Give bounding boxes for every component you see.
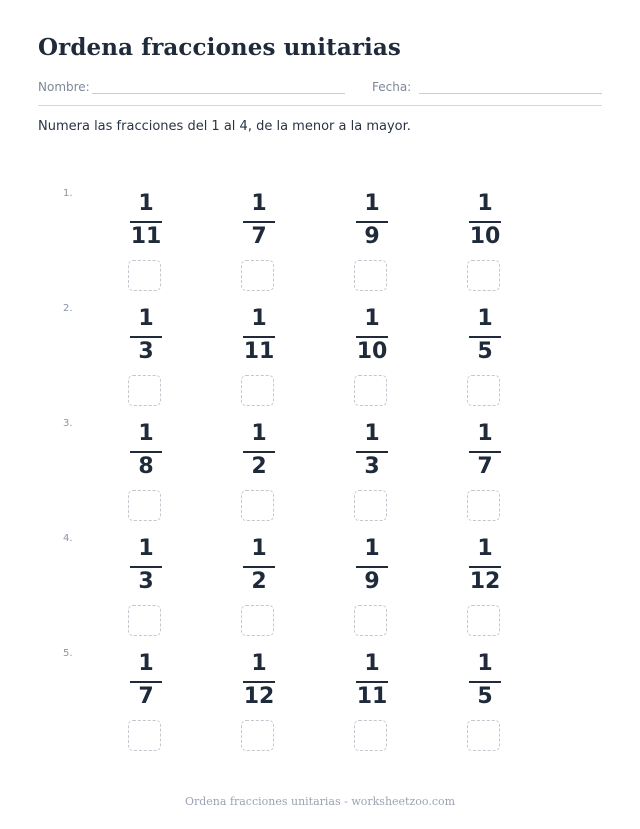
problem-row: [0, 533, 640, 648]
fraction-numerator: 1: [364, 421, 380, 446]
answer-box[interactable]: [467, 260, 500, 291]
problem-number: 2.: [63, 303, 73, 314]
fraction-bar: [469, 221, 501, 223]
answer-box[interactable]: [128, 720, 161, 751]
fraction-bar: [130, 451, 162, 453]
fraction-denominator: 3: [364, 454, 380, 479]
problem-number: 1.: [63, 188, 73, 199]
fraction-bar: [130, 221, 162, 223]
answer-box[interactable]: [241, 490, 274, 521]
problem-number: 3.: [63, 418, 73, 429]
problem-row: [0, 188, 640, 303]
fraction-bar: [469, 451, 501, 453]
fraction-denominator: 8: [138, 454, 154, 479]
problem-row: [0, 418, 640, 533]
answer-box[interactable]: [354, 720, 387, 751]
problem-row: [0, 303, 640, 418]
header-divider: [38, 105, 602, 106]
fraction-denominator: 11: [356, 684, 388, 709]
fraction-bar: [469, 681, 501, 683]
fraction-numerator: 1: [477, 191, 493, 216]
answer-box[interactable]: [467, 605, 500, 636]
fraction-numerator: 1: [251, 421, 267, 446]
fraction-bar: [130, 681, 162, 683]
answer-box[interactable]: [241, 605, 274, 636]
problem-number: 5.: [63, 648, 73, 659]
answer-box[interactable]: [467, 720, 500, 751]
fraction-numerator: 1: [251, 651, 267, 676]
date-label: Fecha:: [372, 80, 412, 94]
fraction-denominator: 9: [364, 224, 380, 249]
answer-box[interactable]: [241, 720, 274, 751]
fraction-numerator: 1: [364, 191, 380, 216]
fraction-numerator: 1: [477, 651, 493, 676]
fraction-numerator: 1: [138, 421, 154, 446]
fraction-bar: [130, 566, 162, 568]
name-label: Nombre:: [38, 80, 90, 94]
fraction-bar: [243, 221, 275, 223]
fraction-denominator: 11: [243, 339, 275, 364]
fraction-numerator: 1: [251, 191, 267, 216]
answer-box[interactable]: [354, 490, 387, 521]
fraction-denominator: 12: [243, 684, 275, 709]
fraction-numerator: 1: [138, 651, 154, 676]
answer-box[interactable]: [241, 260, 274, 291]
answer-box[interactable]: [354, 605, 387, 636]
fraction-bar: [356, 336, 388, 338]
fraction-numerator: 1: [477, 536, 493, 561]
footer: Ordena fracciones unitarias - worksheetzoo.com: [184, 795, 456, 808]
fraction-numerator: 1: [477, 306, 493, 331]
fraction-denominator: 11: [130, 224, 162, 249]
fraction-denominator: 7: [138, 684, 154, 709]
fraction-numerator: 1: [251, 306, 267, 331]
fraction-numerator: 1: [364, 651, 380, 676]
fraction-bar: [356, 566, 388, 568]
fraction-bar: [243, 566, 275, 568]
answer-box[interactable]: [354, 375, 387, 406]
answer-box[interactable]: [241, 375, 274, 406]
fraction-numerator: 1: [138, 536, 154, 561]
problem-number: 4.: [63, 533, 73, 544]
answer-box[interactable]: [128, 260, 161, 291]
fraction-denominator: 10: [356, 339, 388, 364]
answer-box[interactable]: [467, 375, 500, 406]
fraction-numerator: 1: [364, 536, 380, 561]
fraction-denominator: 9: [364, 569, 380, 594]
fraction-numerator: 1: [364, 306, 380, 331]
fraction-denominator: 3: [138, 339, 154, 364]
answer-box[interactable]: [128, 490, 161, 521]
answer-box[interactable]: [467, 490, 500, 521]
page-title: Ordena fracciones unitarias: [38, 34, 401, 61]
fraction-denominator: 7: [477, 454, 493, 479]
date-field[interactable]: [419, 93, 602, 94]
fraction-bar: [243, 681, 275, 683]
answer-box[interactable]: [128, 375, 161, 406]
fraction-numerator: 1: [251, 536, 267, 561]
problem-row: [0, 648, 640, 763]
fraction-denominator: 5: [477, 339, 493, 364]
fraction-numerator: 1: [138, 191, 154, 216]
fraction-denominator: 5: [477, 684, 493, 709]
answer-box[interactable]: [128, 605, 161, 636]
fraction-bar: [469, 566, 501, 568]
fraction-bar: [243, 336, 275, 338]
fraction-denominator: 2: [251, 569, 267, 594]
fraction-denominator: 2: [251, 454, 267, 479]
fraction-numerator: 1: [477, 421, 493, 446]
name-field[interactable]: [92, 93, 345, 94]
fraction-denominator: 12: [469, 569, 501, 594]
fraction-bar: [356, 681, 388, 683]
instructions: Numera las fracciones del 1 al 4, de la menor a la mayor.: [38, 119, 411, 134]
fraction-numerator: 1: [138, 306, 154, 331]
fraction-denominator: 10: [469, 224, 501, 249]
answer-box[interactable]: [354, 260, 387, 291]
fraction-denominator: 7: [251, 224, 267, 249]
fraction-denominator: 3: [138, 569, 154, 594]
fraction-bar: [469, 336, 501, 338]
student-info-row: [38, 80, 602, 96]
fraction-bar: [356, 451, 388, 453]
fraction-bar: [130, 336, 162, 338]
fraction-bar: [243, 451, 275, 453]
fraction-bar: [356, 221, 388, 223]
